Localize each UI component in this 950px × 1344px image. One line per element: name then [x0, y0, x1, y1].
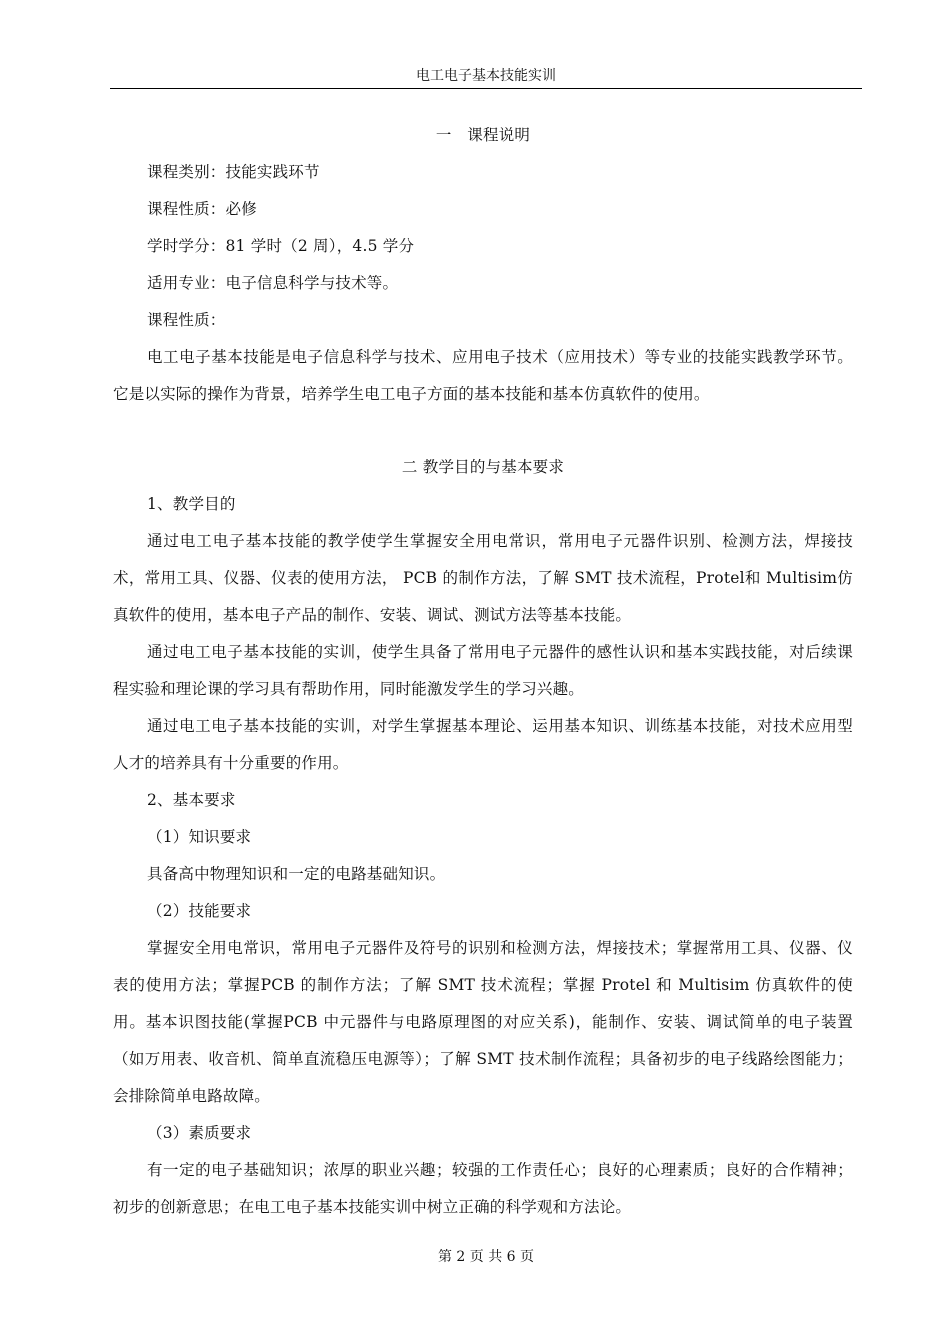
document-body — [113, 117, 853, 1226]
course-nature-label: 课程性质： — [147, 311, 226, 329]
section-heading-goals-requirements: 二 教学目的与基本要求 — [401, 458, 565, 476]
page-header-title: 电工电子基本技能实训 — [416, 68, 556, 84]
knowledge-requirement-title: （1）知识要求 — [147, 828, 252, 846]
teaching-goal-paragraph-3: 通过电工电子基本技能的实训，对学生掌握基本理论、运用基本知识、训练基本技能，对技术应用型人才的培养具有十分重要的作用。 — [113, 717, 853, 772]
quality-requirement-paragraph: 有一定的电子基础知识；浓厚的职业兴趣；较强的工作责任心；良好的心理素质；良好的合作精神；初步的创新意思；在电工电子基本技能实训中树立正确的科学观和方法论。 — [113, 1161, 853, 1216]
skill-requirement-paragraph: 掌握安全用电常识，常用电子元器件及符号的识别和检测方法，焊接技术；掌握常用工具、仪器、仪表的使用方法；掌握PCB 的制作方法；了解 SMT 技术流程；掌握 Protel 和 Multisim 仿真软件的使用。基本识图技能(掌握PCB 中元器件与电路原理图的对应关系)，能制作、安装、调试简单的电子装置（如万用表、收音机、简单直流稳压电源等）；了解 SMT 技术制作流程；具备初步的电子线路绘图能力；会排除简单电路故障。 — [113, 939, 853, 1105]
knowledge-requirement-text: 具备高中物理知识和一定的电路基础知识。 — [147, 865, 446, 883]
course-description-paragraph: 电工电子基本技能是电子信息科学与技术、应用电子技术（应用技术）等专业的技能实践教学环节。它是以实际的操作为背景，培养学生电工电子方面的基本技能和基本仿真软件的使用。 — [113, 348, 853, 403]
section-heading-course-description: 一 课程说明 — [435, 126, 531, 144]
teaching-goal-paragraph-1: 通过电工电子基本技能的教学使学生掌握安全用电常识，常用电子元器件识别、检测方法，焊接技术，常用工具、仪器、仪表的使用方法， PCB 的制作方法，了解 SMT 技术流程，Protel和 Multisim仿真软件的使用，基本电子产品的制作、安装、调试、测试方法等基本技能。 — [113, 532, 853, 624]
applicable-majors: 适用专业：电子信息科学与技术等。 — [147, 274, 399, 292]
course-hours-credits: 学时学分：81 学时（2 周），4.5 学分 — [147, 237, 415, 255]
teaching-goal-paragraph-2: 通过电工电子基本技能的实训，使学生具备了常用电子元器件的感性认识和基本实践技能，对后续课程实验和理论课的学习具有帮助作用，同时能激发学生的学习兴趣。 — [113, 643, 853, 698]
page-number-footer: 第 2 页 共 6 页 — [437, 1249, 535, 1265]
quality-requirement-title: （3）素质要求 — [147, 1124, 252, 1142]
basic-requirements-title: 2、基本要求 — [147, 791, 236, 809]
section-gap — [113, 413, 853, 449]
course-nature: 课程性质：必修 — [147, 200, 257, 218]
course-category: 课程类别：技能实践环节 — [147, 163, 320, 181]
teaching-goal-title: 1、教学目的 — [147, 495, 236, 513]
skill-requirement-title: （2）技能要求 — [147, 902, 252, 920]
header-rule — [110, 88, 862, 89]
